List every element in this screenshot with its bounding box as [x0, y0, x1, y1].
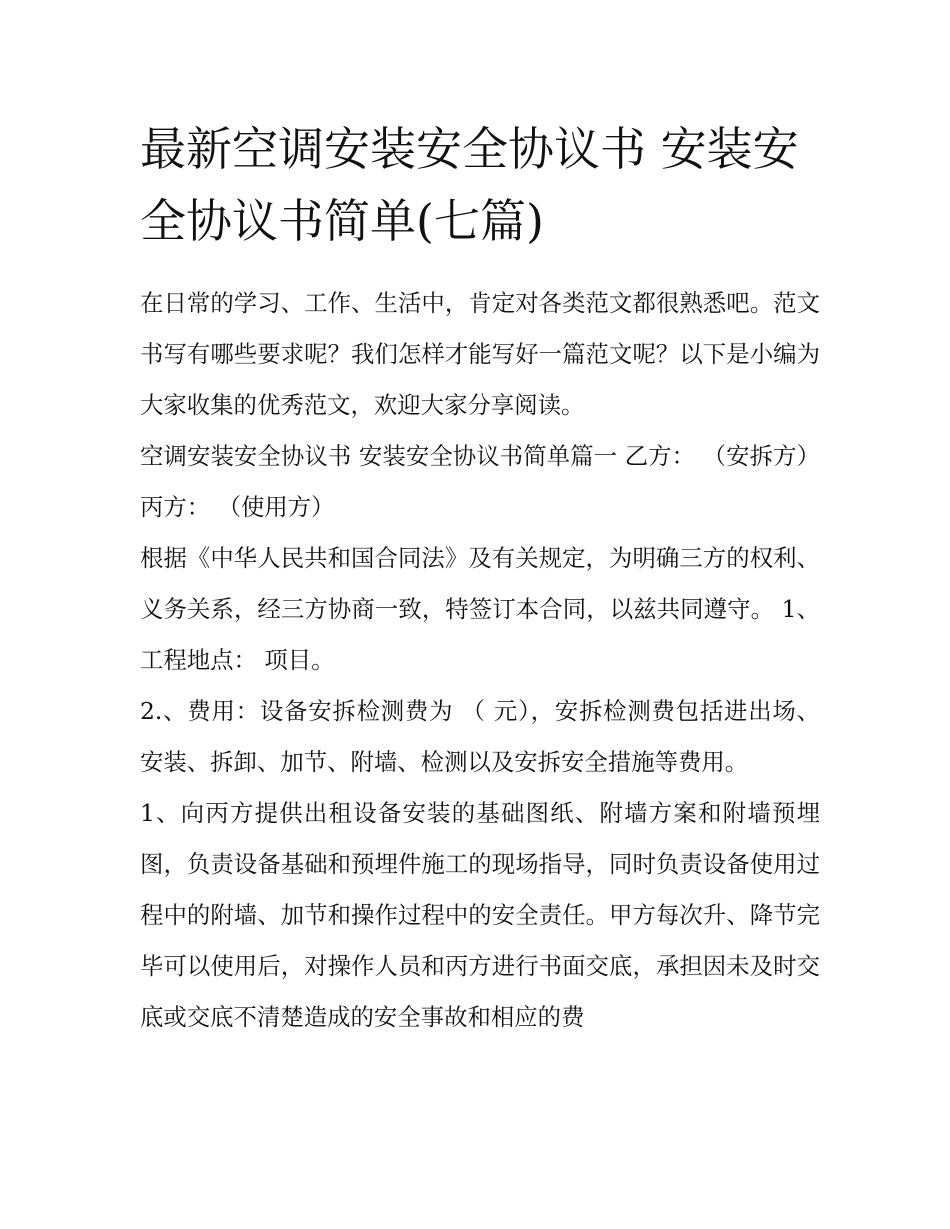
document-title: 最新空调安装安全协议书 安装安全协议书简单(七篇) — [140, 122, 799, 248]
paragraph-obligations: 1、向丙方提供出租设备安装的基础图纸、附墙方案和附墙预埋图，负责设备基础和预埋件施工的现场指导，同时负责设备使用过程中的附墙、加节和操作过程中的安全责任。甲方每次升、降节完毕可以使用后，对操作人员和丙方进行书面交底，承担因未及时交底或交底不清楚造成的安全事故和相应的费 — [140, 799, 820, 1031]
document-body — [140, 278, 820, 1043]
paragraph-parties: 空调安装安全协议书 安装安全协议书简单篇一 乙方： （安拆方） 丙方： （使用方） — [140, 442, 820, 521]
paragraph-fees: 2.、费用：设备安拆检测费为 （ 元），安拆检测费包括进出场、安装、拆卸、加节、附墙、检测以及安拆安全措施等费用。 — [140, 697, 820, 776]
paragraph-intro: 在日常的学习、工作、生活中，肯定对各类范文都很熟悉吧。范文书写有哪些要求呢？我们怎样才能写好一篇范文呢？以下是小编为大家收集的优秀范文，欢迎大家分享阅读。 — [140, 289, 820, 419]
paragraph-basis: 根据《中华人民共和国合同法》及有关规定，为明确三方的权利、义务关系，经三方协商一致，特签订本合同，以兹共同遵守。 1、工程地点： 项目。 — [140, 544, 820, 674]
